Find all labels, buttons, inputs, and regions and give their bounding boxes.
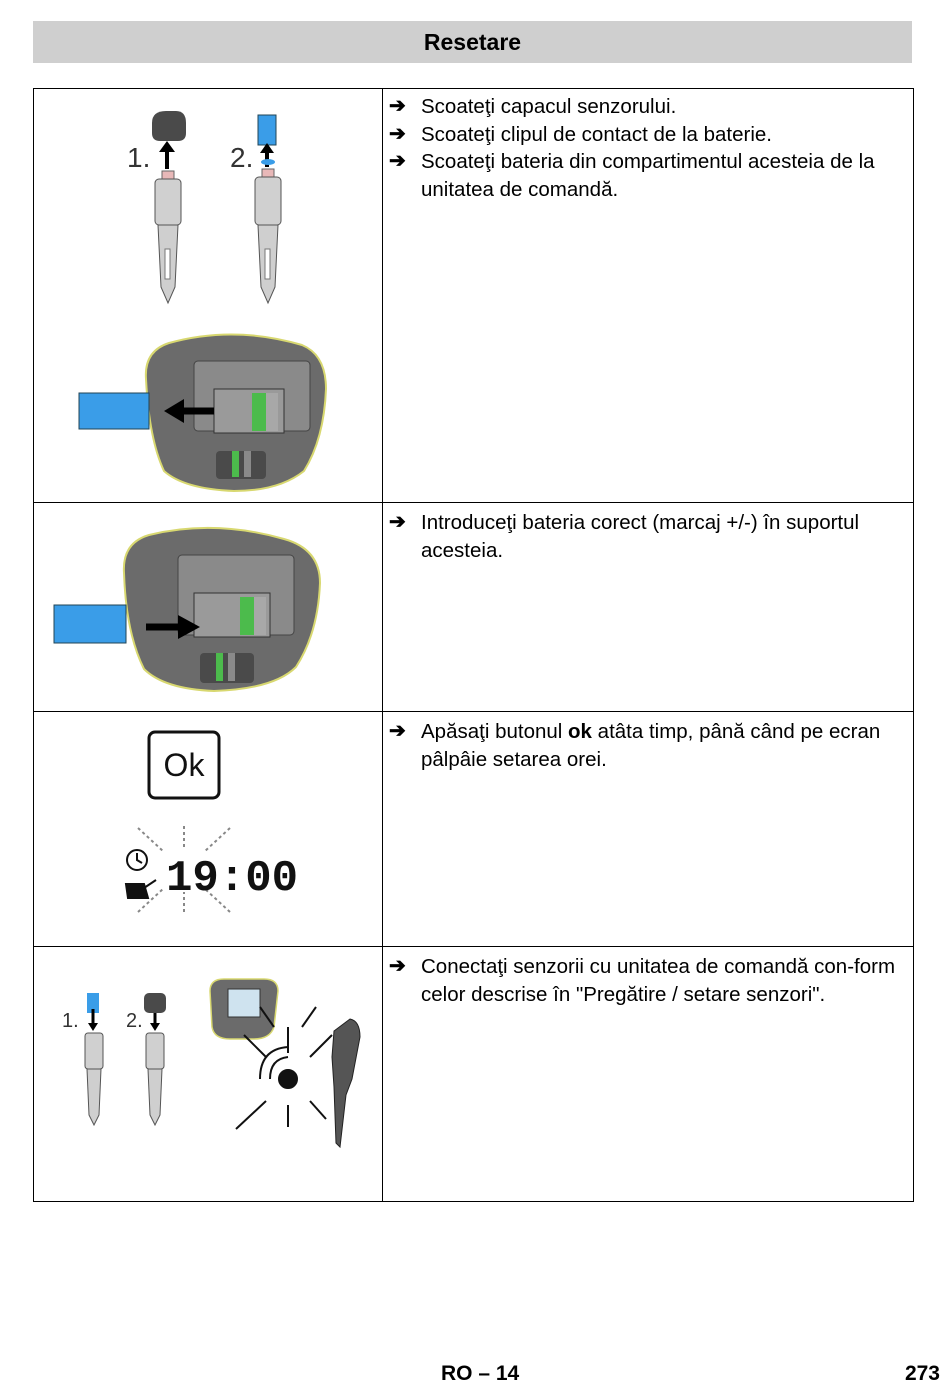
control-unit-battery-out-icon (79, 334, 326, 491)
step-instructions (383, 947, 914, 1202)
step-instructions (383, 89, 914, 503)
table-row (34, 947, 914, 1202)
sensor-cap-removal-icon (152, 111, 186, 303)
instruction-list (383, 718, 913, 773)
battery-insert-illustration (34, 503, 382, 710)
control-unit-battery-in-icon (54, 528, 320, 691)
step-instructions (383, 712, 914, 947)
table-row (34, 712, 914, 947)
arrow-right-icon: ➔ (389, 511, 406, 533)
instruction-list (383, 953, 913, 1008)
page-title: Resetare (33, 21, 912, 63)
steps-table (33, 88, 914, 1202)
arrow-right-icon: ➔ (389, 95, 406, 117)
ok-keyword: ok (568, 720, 592, 743)
step-label-2: 2. (230, 142, 254, 173)
step-instructions (383, 503, 914, 712)
arrow-right-icon: ➔ (389, 150, 406, 172)
arrow-right-icon: ➔ (389, 720, 406, 742)
instruction-item: ➔ Introduceţi bateria corect (marcaj +/-) în suportul acesteia. (389, 511, 860, 562)
sensor-cap-insert-icon (144, 993, 166, 1125)
step-illustration (34, 712, 383, 947)
sensor-icon (332, 1019, 360, 1147)
sensor-battery-clip-removal-icon (255, 115, 281, 303)
ok-label: Ok (163, 747, 205, 783)
instruction-list (383, 93, 913, 203)
instruction-item: ➔ Apăsaţi butonul ok atâta timp, până când pe ecran pâlpâie setarea orei. (389, 720, 881, 771)
time-display: 19:00 (166, 854, 299, 904)
clock-icon (127, 850, 147, 870)
step-illustration (34, 89, 383, 503)
sensor-pairing-illustration (34, 947, 382, 1200)
arrow-right-icon: ➔ (389, 122, 406, 145)
instruction-list (383, 509, 913, 564)
footer-section-label: RO – 14 (441, 1362, 520, 1385)
instruction-item: ➔ Scoateţi bateria din compartimentul acesteia de la unitatea de comandă. (389, 150, 875, 201)
step-label-2: 2. (126, 1010, 143, 1032)
arrow-right-icon: ➔ (389, 955, 406, 977)
step-label-1: 1. (127, 142, 151, 173)
table-row (34, 89, 914, 503)
control-unit-icon (210, 979, 278, 1039)
step-label-1: 1. (62, 1010, 79, 1032)
ok-button-time-illustration (34, 712, 382, 945)
instruction-item: ➔ Scoateţi capacul senzorului. (389, 93, 909, 121)
sensor-battery-removal-illustration (34, 89, 382, 501)
table-row (34, 503, 914, 712)
ok-button-icon (149, 732, 219, 798)
step-illustration (34, 947, 383, 1202)
watering-can-icon (126, 880, 156, 898)
instruction-item: ➔ Scoateţi clipul de contact de la baterie. (389, 121, 909, 149)
instruction-item: ➔ Conectaţi senzorii cu unitatea de comandă con-form celor descrise în "Pregătire / setare senzori". (389, 955, 896, 1006)
sensor-clip-insert-icon (85, 993, 103, 1125)
step-illustration (34, 503, 383, 712)
page-number: 273 (904, 1362, 940, 1385)
